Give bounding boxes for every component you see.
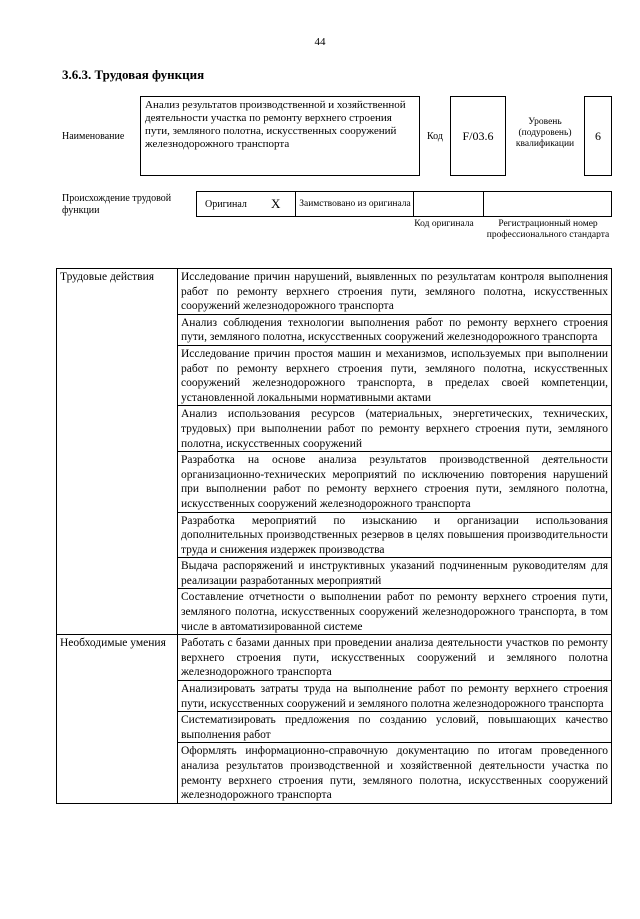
skill-item: Систематизировать предложения по созданию условий, повышающих качество выполнения работ	[178, 712, 612, 743]
original-mark: X	[271, 196, 281, 211]
table-row	[57, 635, 612, 681]
reg-number-label: Регистрационный номер профессионального стандарта	[486, 219, 610, 240]
requirements-table	[56, 268, 612, 804]
skill-item: Анализировать затраты труда на выполнение работ по ремонту верхнего строения пути, искусственных сооружений и земляного полотна железнодорожного транспорта	[178, 681, 612, 712]
level-label: Уровень (подуровень) квалификации	[515, 116, 575, 149]
name-label: Наименование	[62, 131, 125, 142]
skills-label: Необходимые умения	[57, 635, 178, 804]
original-label: Оригинал	[205, 199, 247, 210]
borrowed-label: Заимствовано из оригинала	[299, 198, 411, 209]
table-body	[57, 269, 612, 804]
labor-action-item: Разработка на основе анализа результатов производственной деятельности организационно-технических мероприятий по исключению повторения нарушений при выполнении работ по ремонту верхнего строения пути, земляного полотна, искусственных сооружений железнодорожного транспорта	[178, 452, 612, 512]
origin-row	[196, 191, 612, 217]
labor-action-item: Составление отчетности о выполнении работ по ремонту верхнего строения пути, земляного полотна, искусственных сооружений железнодорожного транспорта, в том числе в автоматизированной системе	[178, 589, 612, 635]
labor-actions-label: Трудовые действия	[57, 269, 178, 635]
skill-item: Работать с базами данных при проведении анализа деятельности участков по ремонту верхнего строения пути, искусственных сооружений и земляного полотна железнодорожного транспорта	[178, 635, 612, 681]
divider	[295, 192, 296, 216]
skill-item: Оформлять информационно-справочную документацию по итогам проведенного анализа результатов производственной и хозяйственной деятельности участка по ремонту верхнего строения пути, земляного полотна, искусственных сооружений железнодорожного транспорта	[178, 743, 612, 803]
labor-action-item: Анализ соблюдения технологии выполнения работ по ремонту верхнего строения пути, земляного полотна, искусственных сооружений железнодорожного транспорта	[178, 314, 612, 345]
origin-label: Происхождение трудовой функции	[62, 193, 172, 216]
labor-action-item: Анализ использования ресурсов (материальных, энергетических, технических, трудовых) при выполнении работ по ремонту верхнего строения пути, земляного полотна, искусственных сооружений	[178, 406, 612, 452]
divider	[413, 192, 414, 216]
page-number: 44	[314, 36, 326, 48]
code-label: Код	[427, 131, 443, 142]
code-original-label: Код оригинала	[414, 219, 474, 229]
level-value: 6	[584, 96, 612, 176]
section-heading: 3.6.3. Трудовая функция	[62, 67, 205, 82]
labor-action-item: Разработка мероприятий по изысканию и организации использования дополнительных производственных резервов в целях повышения производительности труда и снижения издержек производства	[178, 512, 612, 558]
labor-action-item: Исследование причин простоя машин и механизмов, используемых при выполнении работ по ремонту верхнего строения пути, земляного полотна, искусственных сооружений железнодорожного транспорта, в пределах своей компетенции, установленной локальными нормативными актами	[178, 345, 612, 405]
code-value: F/03.6	[450, 96, 506, 176]
table-row	[57, 269, 612, 315]
function-name: Анализ результатов производственной и хозяйственной деятельности участка по ремонту верхнего строения пути, земляного полотна, искусственных сооружений железнодорожного транспорта	[140, 96, 420, 176]
divider	[483, 192, 484, 216]
labor-action-item: Выдача распоряжений и инструктивных указаний подчиненным руководителям для реализации разработанных мероприятий	[178, 558, 612, 589]
labor-action-item: Исследование причин нарушений, выявленных по результатам контроля выполнения работ по ремонту верхнего строения пути, земляного полотна, искусственных сооружений железнодорожного транспорта	[178, 269, 612, 315]
